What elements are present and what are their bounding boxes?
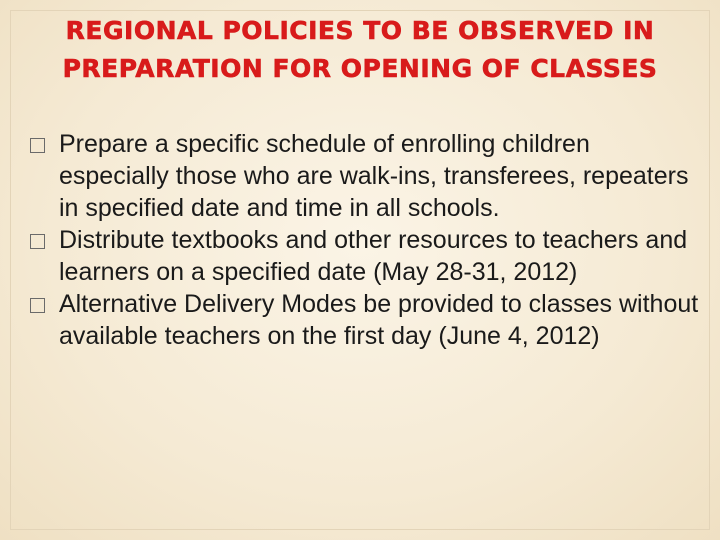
bullet-item [30, 128, 700, 224]
square-box-icon [30, 298, 45, 313]
square-box-icon [30, 138, 45, 153]
bullet-list [30, 128, 700, 352]
square-box-icon [30, 234, 45, 249]
bullet-text: Prepare a specific schedule of enrolling children especially those who are walk-ins, transferees, repeaters in specified date and time in all schools. [59, 130, 689, 222]
bullet-item [30, 288, 700, 352]
title-line-2: PREPARATION FOR OPENING OF CLASSES [62, 54, 658, 83]
bullet-item [30, 224, 700, 288]
slide-title [40, 12, 680, 88]
bullet-text: Alternative Delivery Modes be provided to classes without available teachers on the first day (June 4, 2012) [59, 290, 699, 350]
bullet-text: Distribute textbooks and other resources to teachers and learners on a specified date (May 28-31, 2012) [59, 226, 688, 286]
title-line-1: REGIONAL POLICIES TO BE OBSERVED IN [65, 16, 655, 45]
